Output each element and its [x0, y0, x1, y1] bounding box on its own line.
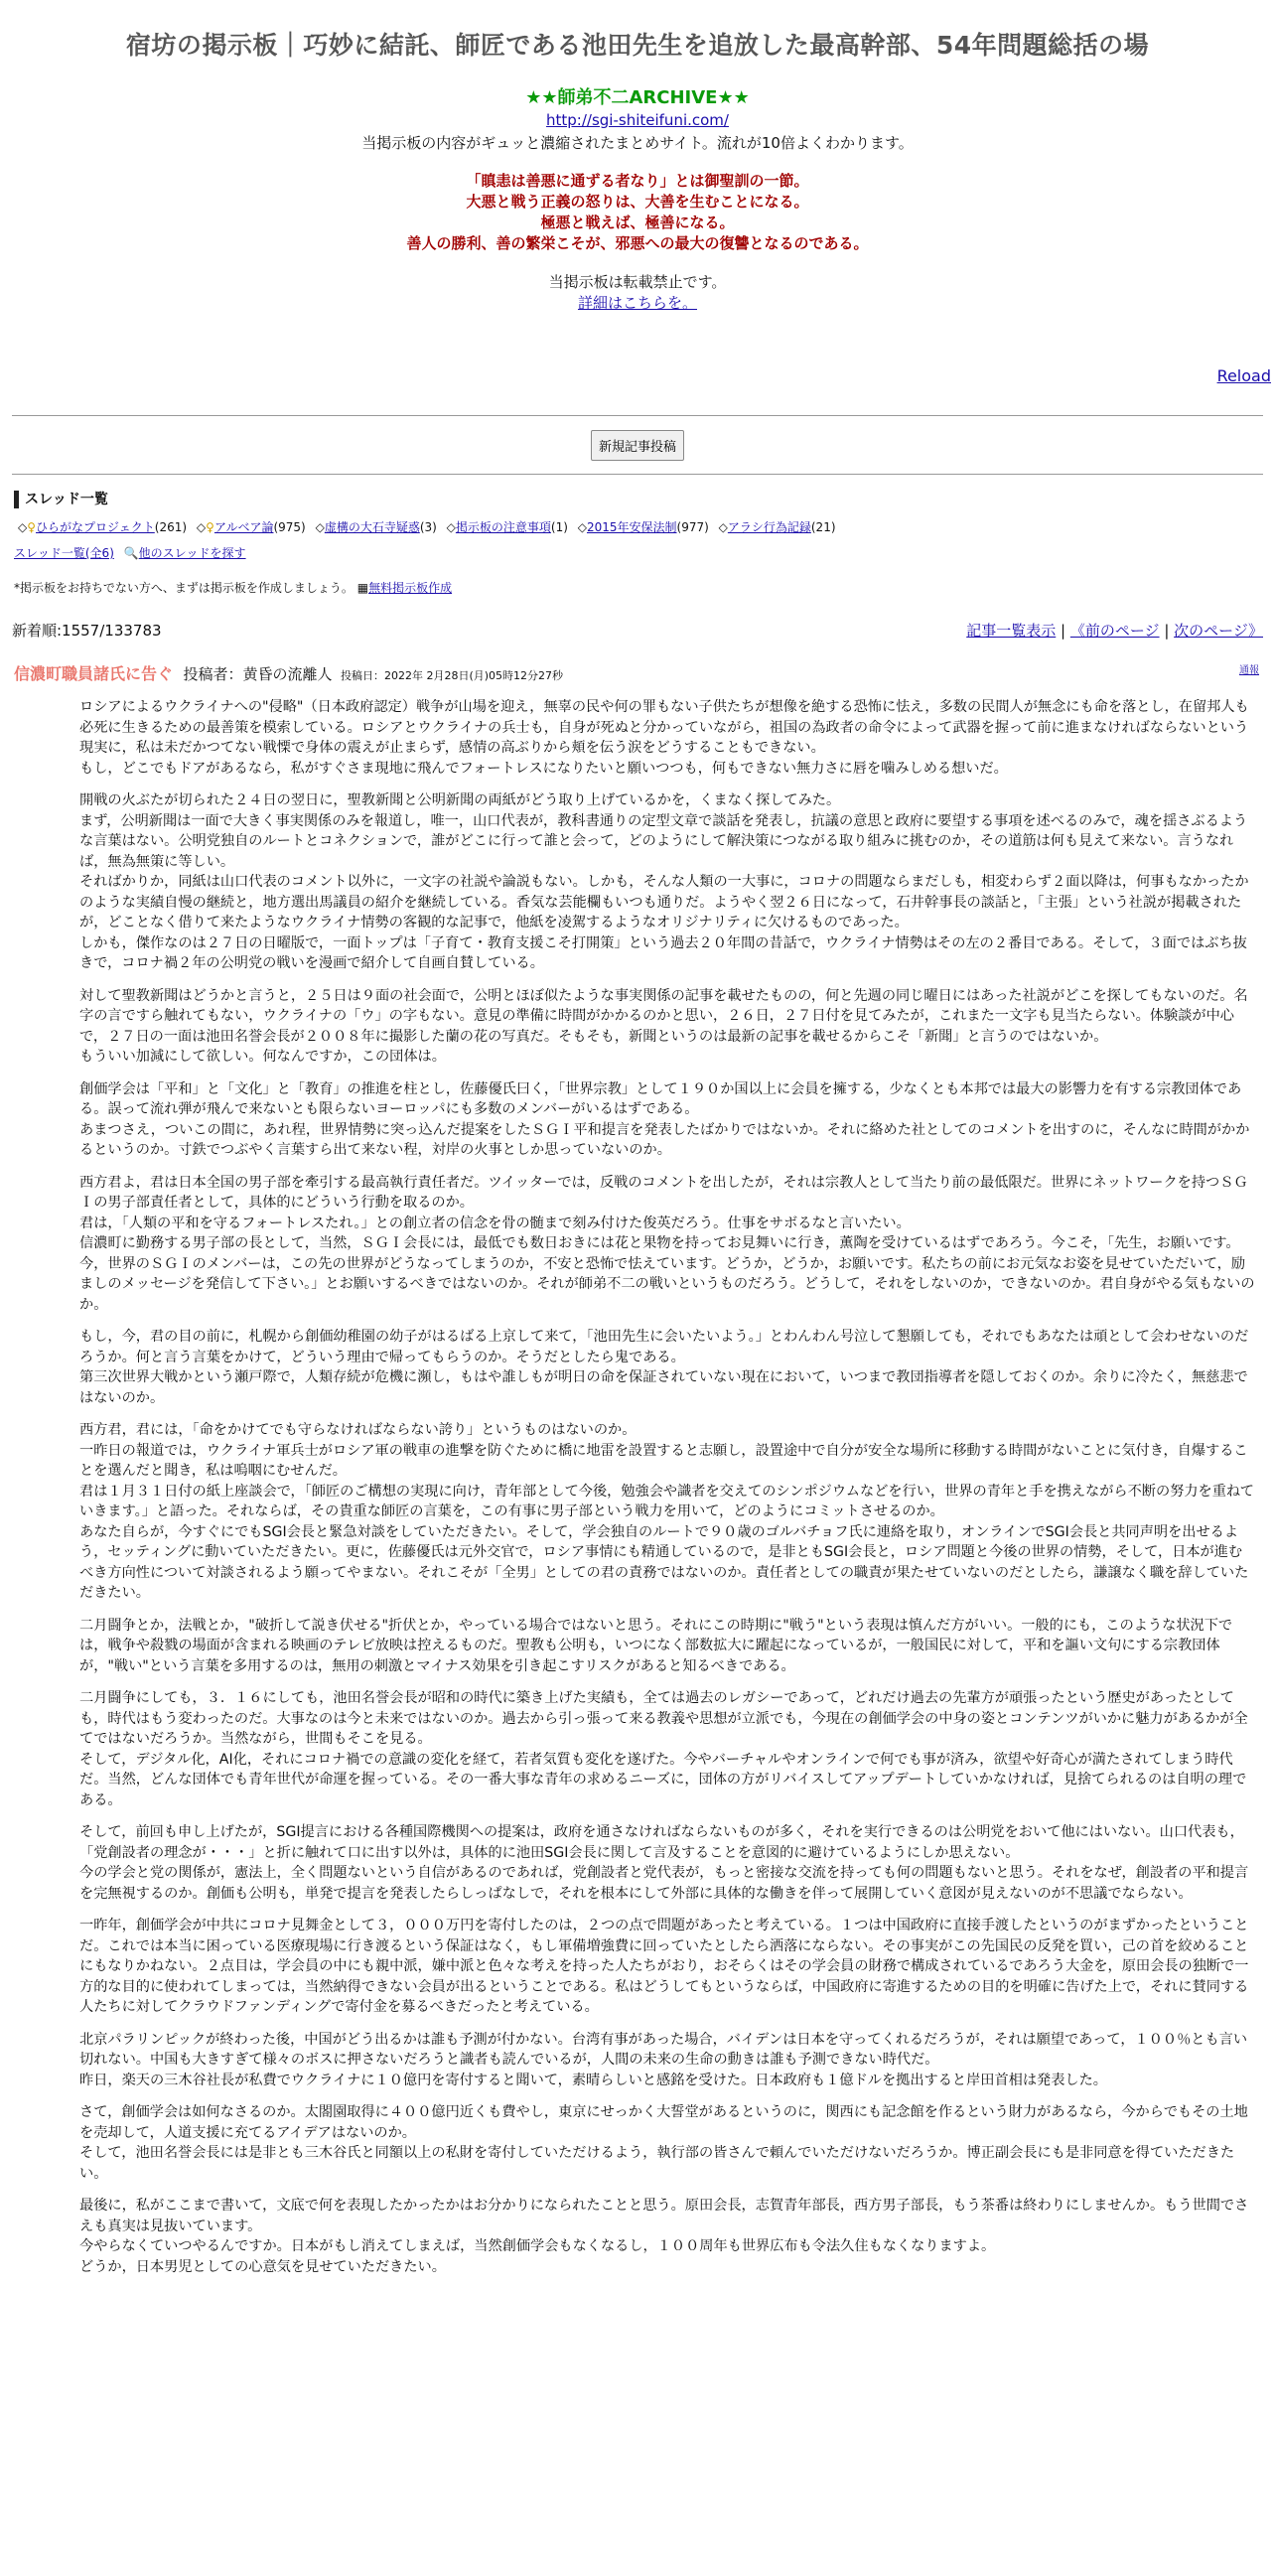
search-icon: 🔍 — [123, 546, 139, 560]
poster-name: 黄昏の流離人 — [242, 665, 333, 683]
post-date: 投稿日：2022年 2月28日(月)05時12分27秒 — [340, 669, 564, 682]
post-paragraph: ロシアによるウクライナへの"侵略"（日本政府認定）戦争が山場を迎え，無辜の民や何の罪もない子供たちが想像を絶する恐怖に怯え，多数の民間人が無念にも命を落とし，在留邦人も必死に生きるための最善策を模索している。ロシアとウクライナの兵士も，自身が死ぬと分かっていながら，祖国の為政者の命令によって武器を握って前に進まなければならないという現実に，私は未だかつてない戦慄で身体の震えが止まらず，感情の高ぶりから頬を伝う涙をどうすることもできない。 もし，どこでもドアがあるなら，私がすぐさま現地に飛んでフォートレスになりたいと願いつつも，何もできない無力さに唇を噛みしめる想いだ。 — [79, 699, 1249, 777]
archive-name: ★★師弟不二ARCHIVE★★ — [525, 87, 750, 108]
archive-block — [0, 83, 1275, 153]
next-page-link[interactable]: 次のページ》 — [1174, 622, 1263, 640]
board-icon: ▦ — [356, 581, 369, 595]
post-header — [14, 661, 1259, 684]
thread-link[interactable]: 虚構の大石寺疑惑 — [324, 520, 420, 534]
post-paragraph: もし，今，君の目の前に，札幌から創価幼稚園の幼子がはるばる上京して来て，「池田先生に会いたいよう。」とわんわん号泣して懇願しても，それでもあなたは頑として会わせないのだろうか。何と言う言葉をかけて，どういう理由で帰ってもらうのか。そうだとしたら鬼である。 第三次世界大戦かという瀬戸際で，人類存続が危機に瀕し，もはや誰しもが明日の命を保証されていない現在において，いつまで教団指導者を隠しておくのか。余りに冷たく，無慈悲ではないのか。 — [79, 1329, 1249, 1406]
new-post-count: 新着順:1557/133783 — [12, 622, 162, 640]
divider — [12, 415, 1263, 416]
thread-list-all-link[interactable]: スレッド一覧(全6) — [14, 546, 114, 560]
post-list-link[interactable]: 記事一覧表示 — [966, 622, 1057, 640]
pager-nav: 記事一覧表示 | 《前のページ | 次のページ》 — [966, 622, 1263, 640]
post-paragraph: 一昨年，創価学会が中共にコロナ見舞金として３，０００万円を寄付したのは，２つの点で問題があったと考えている。１つは中国政府に直接手渡したというのがまずかったということだ。これでは本当に困っている医療現場に行き渡るという保証はなく，もし軍備増強費に回っていたとしたら洒落にならない。その事実がこの先国民の反発を買い，己の首を絞めることにもなりかねない。２点目は，学会員の中にも親中派，嫌中派と色々な考えを持った人たちがおり，おそらくはその学会員の財務で構成されているであろう大金を，原田会長の独断で一方的な目的に使われてしまっては，当然納得できない会員が出るということである。私はどうしてもというならば，中国政府に寄進するための目的を明確に告げた上で，それに賛同する人たちに対してクラウドファンディングで寄付金を募るべきだったと考えている。 — [79, 1918, 1249, 2015]
thread-count: (21) — [810, 520, 836, 534]
new-post-button[interactable]: 新規記事投稿 — [591, 430, 684, 461]
post-body — [79, 697, 1255, 2289]
archive-description: 当掲示板の内容がギュッと濃縮されたまとめサイト。流れが10倍よくわかります。 — [361, 134, 914, 152]
poster — [183, 665, 332, 683]
thread-links — [14, 544, 246, 561]
thread-link[interactable]: アルベア論 — [213, 520, 274, 534]
bulb-icon: ♀ — [206, 520, 214, 534]
reload-link[interactable]: Reload — [1216, 366, 1271, 385]
thread-list — [18, 518, 842, 535]
post-paragraph: 創価学会は「平和」と「文化」と「教育」の推進を柱とし，佐藤優氏曰く，「世界宗教」として１９０か国以上に会員を擁する，少なくとも本邦では最大の影響力を有する宗教団体である。誤って流れ弾が飛んで来ないとも限らないヨーロッパにも多数のメンバーがいるはずである。 あまつさえ，ついこの間に，あれ程，世界情勢に突っ込んだ提案をしたＳＧＩ平和提言を発表したばかりではないか。それに絡めた社としてのコメントを出すのに，そんなに時間がかかるというのか。寸鉄でつぶやく言葉すら出て来ない程，対岸の火事としか思っていないのか。 — [79, 1080, 1250, 1158]
bulb-icon: ♀ — [27, 520, 37, 534]
post-title: 信濃町職員諸氏に告ぐ — [14, 664, 174, 683]
thread-link[interactable]: 2015年安保法制 — [586, 520, 677, 534]
archive-url-link[interactable]: http://sgi-shiteifuni.com/ — [546, 111, 729, 129]
board-note — [14, 579, 452, 596]
divider — [12, 474, 1263, 475]
page — [0, 26, 1275, 2576]
slogan-line: 極悪と戦えば、極善になる。 — [540, 214, 735, 231]
thread-count: (977) — [676, 520, 709, 534]
post-paragraph: 開戦の火ぶたが切られた２４日の翌日に，聖教新聞と公明新聞の両紙がどう取り上げているかを，くまなく探してみた。 まず，公明新聞は一面で大きく事実関係のみを報道し，唯一，山口代表が，教科書通りの定型文章で談話を発表し，抗議の意思と政府に要望する事項を述べるのみで，魂を揺さぶるような言葉はない。公明党独自のルートとコネクションで，誰がどこに行って誰と会って，どのようにして解決策につながる取り組みに挑むのか，その道筋は何も見えて来ない。言うなれば，無為無策に等しい。 そればかりか，同紙は山口代表のコメント以外に，一文字の社説や論説もない。しかも，そんな人類の一大事に，コロナの問題ならまだしも，相変わらず２面以降は，何事もなかったかのような実績自慢の継続と，地方選出馬議員の紹介を継続している。香気な芸能欄もいつも通りだ。ようやく翌２６日になって，石井幹事長の談話と，「主張」という社説が掲載されたが，どことなく借りて来たようなウクライナ情勢の客観的な記事で，他紙を凌駕するようなオリジナリティに欠けるものであった。 しかも，傑作なのは２７日の日曜版で，一面トップは「子育て・教育支援こそ打開策」という過去２０年間の昔話で，ウクライナ情勢はその左の２番目である。そして，３面ではぶち抜きで，コロナ禍２年の公明党の戦いを漫画で紹介して自画自賛している。 — [79, 792, 1249, 971]
thread-item: ◇♀アルベア論(975) — [196, 520, 306, 534]
post-paragraph: 最後に，私がここまで書いて，文底で何を表現したかったかはお分かりになられたことと思う。原田会長，志賀青年部長，西方男子部長，もう茶番は終わりにしませんか。もう世間でさえも真実は見抜いています。 今やらなくていつやるんですか。日本がもし消えてしまえば，当然創価学会もなくなるし，１００周年も世界広布も令法久住もなくなりますよ。 どうか，日本男児としての心意気を見せていただきたい。 — [79, 2198, 1249, 2275]
board-note-text: *掲示板をお持ちでない方へ、まずは掲示板を作成しましょう。 — [14, 581, 354, 595]
thread-count: (261) — [154, 520, 188, 534]
post-paragraph: 北京パラリンピックが終わった後，中国がどう出るかは誰も予測が付かない。台湾有事があった場合，バイデンは日本を守ってくれるだろうが，それは願望であって，１００％とも言い切れない。中国も大きすぎて様々のボスに押さないだろうと識者も読んでいるが，人間の未来の生命の動きは誰も予測できない時代だ。 昨日，楽天の三木谷社長が私費でウクライナに１０億円を寄付すると聞いて，素晴らしいと感銘を受けた。日本政府も１億ドルを拠出すると岸田首相は発表した。 — [79, 2031, 1248, 2088]
thread-count: (1) — [550, 520, 568, 534]
prev-page-link[interactable]: 《前のページ — [1069, 622, 1160, 640]
slogan-line: 善人の勝利、善の繁栄こそが、邪悪への最大の復讐となるのである。 — [406, 234, 869, 252]
thread-item: ◇2015年安保法制(977) — [577, 520, 709, 534]
slogan — [0, 171, 1275, 254]
thread-link[interactable]: 掲示板の注意事項 — [455, 520, 551, 534]
reprint-text: 当掲示板は転載禁止です。 — [548, 273, 727, 291]
thread-item: ◇♀ひらがなプロジェクト(261) — [18, 520, 188, 534]
pager — [12, 620, 1263, 641]
thread-link[interactable]: ひらがなプロジェクト — [36, 520, 155, 534]
slogan-line: 「瞋恚は善悪に通ずる者なり」とは御聖訓の一節。 — [466, 172, 809, 190]
post-paragraph: そして，前回も申し上げたが，SGI提言における各種国際機関への提案は，政府を通さなければならないものが多く，それを実行できるのは公明党をおいて他にはいない。山口代表も，「党創設者の理念が・・・」と折に触れて口に出す以外は，具体的に池田SGI会長に関して言及することを意図的に避けているようにしか思えない。 今の学会と党の関係が，憲法上，全く問題ないという自信があるのであれば，党創設者と党代表が，もっと密接な交流を持っても何の問題もないと思う。それをなぜ，創設者の平和提言を完無視するのか。創価も公明も，単発で提言を発表したらしっぱなしで，それを根本にして外部に具体的な働きを伴って展開していく意図が見えないのが不思議でならない。 — [79, 1824, 1249, 1902]
post-paragraph: 西方君，君には，「命をかけてでも守らなければならない誇り」というものはないのか。 一昨日の報道では，ウクライナ軍兵士がロシア軍の戦車の進撃を防ぐために橋に地雷を設置すると志願し，設置途中で自分が安全な場所に移動する時間がないことに気付き，自爆することを選んだと聞き，私は嗚咽にむせんだ。 君は１月３１日付の紙上座談会で，「師匠のご構想の実現に向け，青年部として今後，勉強会や識者を交えてのシンポジウムなどを行い，世界の青年と手を携えながら不断の努力を重ねていきます。」と語った。それならば，その貴重な師匠の言葉を，この有事に男子部という戦力を用いて，どのようにコミットさせるのか。 あなた自らが，今すぐにでもSGI会長と緊急対談をしていただきたい。そして，学会独自のルートで９０歳のゴルバチョフ氏に連絡を取り，オンラインでSGI会長と共同声明を出せるよう，セッティングに動いていただきたい。更に，佐藤優氏は元外交官で，ロシア事情にも精通しているので，是非ともSGI会長と，ロシア問題と今後の世界の情勢，そして，日本が進むべき方向性について対談されるよう願ってやまない。それこそが「全男」としての君の責務ではないのか。責任者としての職責が果たせていないのだとしたら，謙譲なく職を辞していただきたい。 — [79, 1422, 1254, 1601]
thread-count: (975) — [273, 520, 306, 534]
post-paragraph: 二月闘争にしても，３．１６にしても，池田名誉会長が昭和の時代に築き上げた実績も，全ては過去のレガシーであって，どれだけ過去の先輩方が頑張ったという歴史があったとしても，時代はもう変わったのだ。大事なのは今と未来ではないのか。過去から引っ張って来る教義や思想が立派でも，今現在の創価学会の中身の姿とコンテンツがいかに魅力があるかが全てではないだろうか。当然ながら，世間もそこを見る。 そして，デジタル化，AI化，それにコロナ禍での意識の変化を経て，若者気質も変化を遂げた。今やバーチャルやオンラインで何でも事が済み，欲望や好奇心が満たされてしまう時代だ。当然，どんな団体でも青年世代が命運を握っている。その一番大事な青年の求めるニーズに，団体の方がリバイスしてアップデートしていかなければ，見捨てられるのは自明の理である。 — [79, 1690, 1248, 1808]
report-link[interactable]: 通報 — [1239, 665, 1259, 676]
post-paragraph: さて，創価学会は如何なさるのか。太閤園取得に４００億円近くも費やし，東京にせっかく大誓堂があるというのに，関西にも記念館を作るという財力があるなら，今からでもその土地を売却して，人道支援に充てるアイデアはないのか。 そして，池田名誉会長には是非とも三木谷氏と同額以上の私財を寄付していただけるよう，執行部の皆さんで頼んでいただけないだろうか。博正副会長にも是非同意を得ていただきたい。 — [79, 2104, 1248, 2182]
slogan-line: 大悪と戦う正義の怒りは、大善を生むことになる。 — [466, 193, 809, 211]
thread-link[interactable]: アラシ行為記録 — [727, 520, 811, 534]
details-link[interactable]: 詳細はこちらを。 — [577, 294, 697, 312]
search-other-threads-link[interactable]: 他のスレッドを探す — [138, 546, 246, 560]
thread-item: ◇虚構の大石寺疑惑(3) — [315, 520, 437, 534]
thread-count: (3) — [419, 520, 437, 534]
page-title: 宿坊の掲示板｜巧妙に結託、師匠である池田先生を追放した最高幹部、54年問題総括の場 — [125, 31, 1150, 60]
thread-list-heading: スレッド一覧 — [14, 491, 108, 508]
reprint-notice — [0, 272, 1275, 314]
post-paragraph: 西方君よ，君は日本全国の男子部を牽引する最高執行責任者だ。ツイッターでは，反戦のコメントを出したが，それは宗教人として当たり前の最低限だ。世界にネットワークを持つＳＧＩの男子部責任者として，具体的にどういう行動を取るのか。 君は，「人類の平和を守るフォートレスたれ。」との創立者の信念を骨の髄まで刻み付けた俊英だろう。仕事をサボるなと言いたい。 信濃町に勤務する男子部の長として，当然，ＳＧＩ会長には，最低でも数日おきには花と果物を持ってお見舞いに行き，薫陶を受けているはずであろう。今こそ，「先生，お願いです。今，世界のＳＧＩのメンバーは，この先の世界がどうなってしまうのか，不安と恐怖で怯えています。どうか，どうか，お願いです。私たちの前にお元気なお姿を見せていただいて，励ましのメッセージを発信して下さい。」とお願いするべきではないのか。それが師弟不二の戦いというものだろう。どうして，それをしないのか，できないのか。君自身がやる気もないのか。 — [79, 1174, 1255, 1313]
thread-item: ◇掲示板の注意事項(1) — [446, 520, 568, 534]
free-board-link[interactable]: 無料掲示板作成 — [368, 581, 453, 595]
poster-label: 投稿者： — [183, 665, 243, 683]
thread-item: ◇アラシ行為記録(21) — [718, 520, 836, 534]
post-paragraph: 二月闘争とか，法戦とか，"破折して説き伏せる"折伏とか，やっている場合ではないと思う。それにこの時期に"戦う"という表現は慎んだ方がいい。一般的にも，このような状況下では，戦争や殺戮の場面が含まれる映画のテレビ放映は控えるものだ。聖教も公明も，いつになく部数拡大に躍起になっているが，一般国民に対して，平和を謳い文句にする宗教団体が，"戦い"という言葉を多用するのは，無用の刺激とマイナス効果を引き起こすリスクがあると知るべきである。 — [79, 1617, 1233, 1674]
post-paragraph: 対して聖教新聞はどうかと言うと，２５日は９面の社会面で，公明とほぼ似たような事実関係の記事を載せたものの，何と先週の同じ曜日にはあった社説がどこを探してもないのだ。名字の言ですら触れてもない，ウクライナの「ウ」の字もない。意見の準備に時間がかかるのかと思い，２６日，２７日付を見てみたが，これまた一文字も見当たらない。体験談が中心で，２７日の一面は池田名誉会長が２００８年に撮影した蘭の花の写真だ。そもそも，新聞というのは最新の記事を載せるからこそ「新聞」と言うのではないか。 もういい加減にして欲しい。何なんですか，この団体は。 — [79, 987, 1248, 1065]
